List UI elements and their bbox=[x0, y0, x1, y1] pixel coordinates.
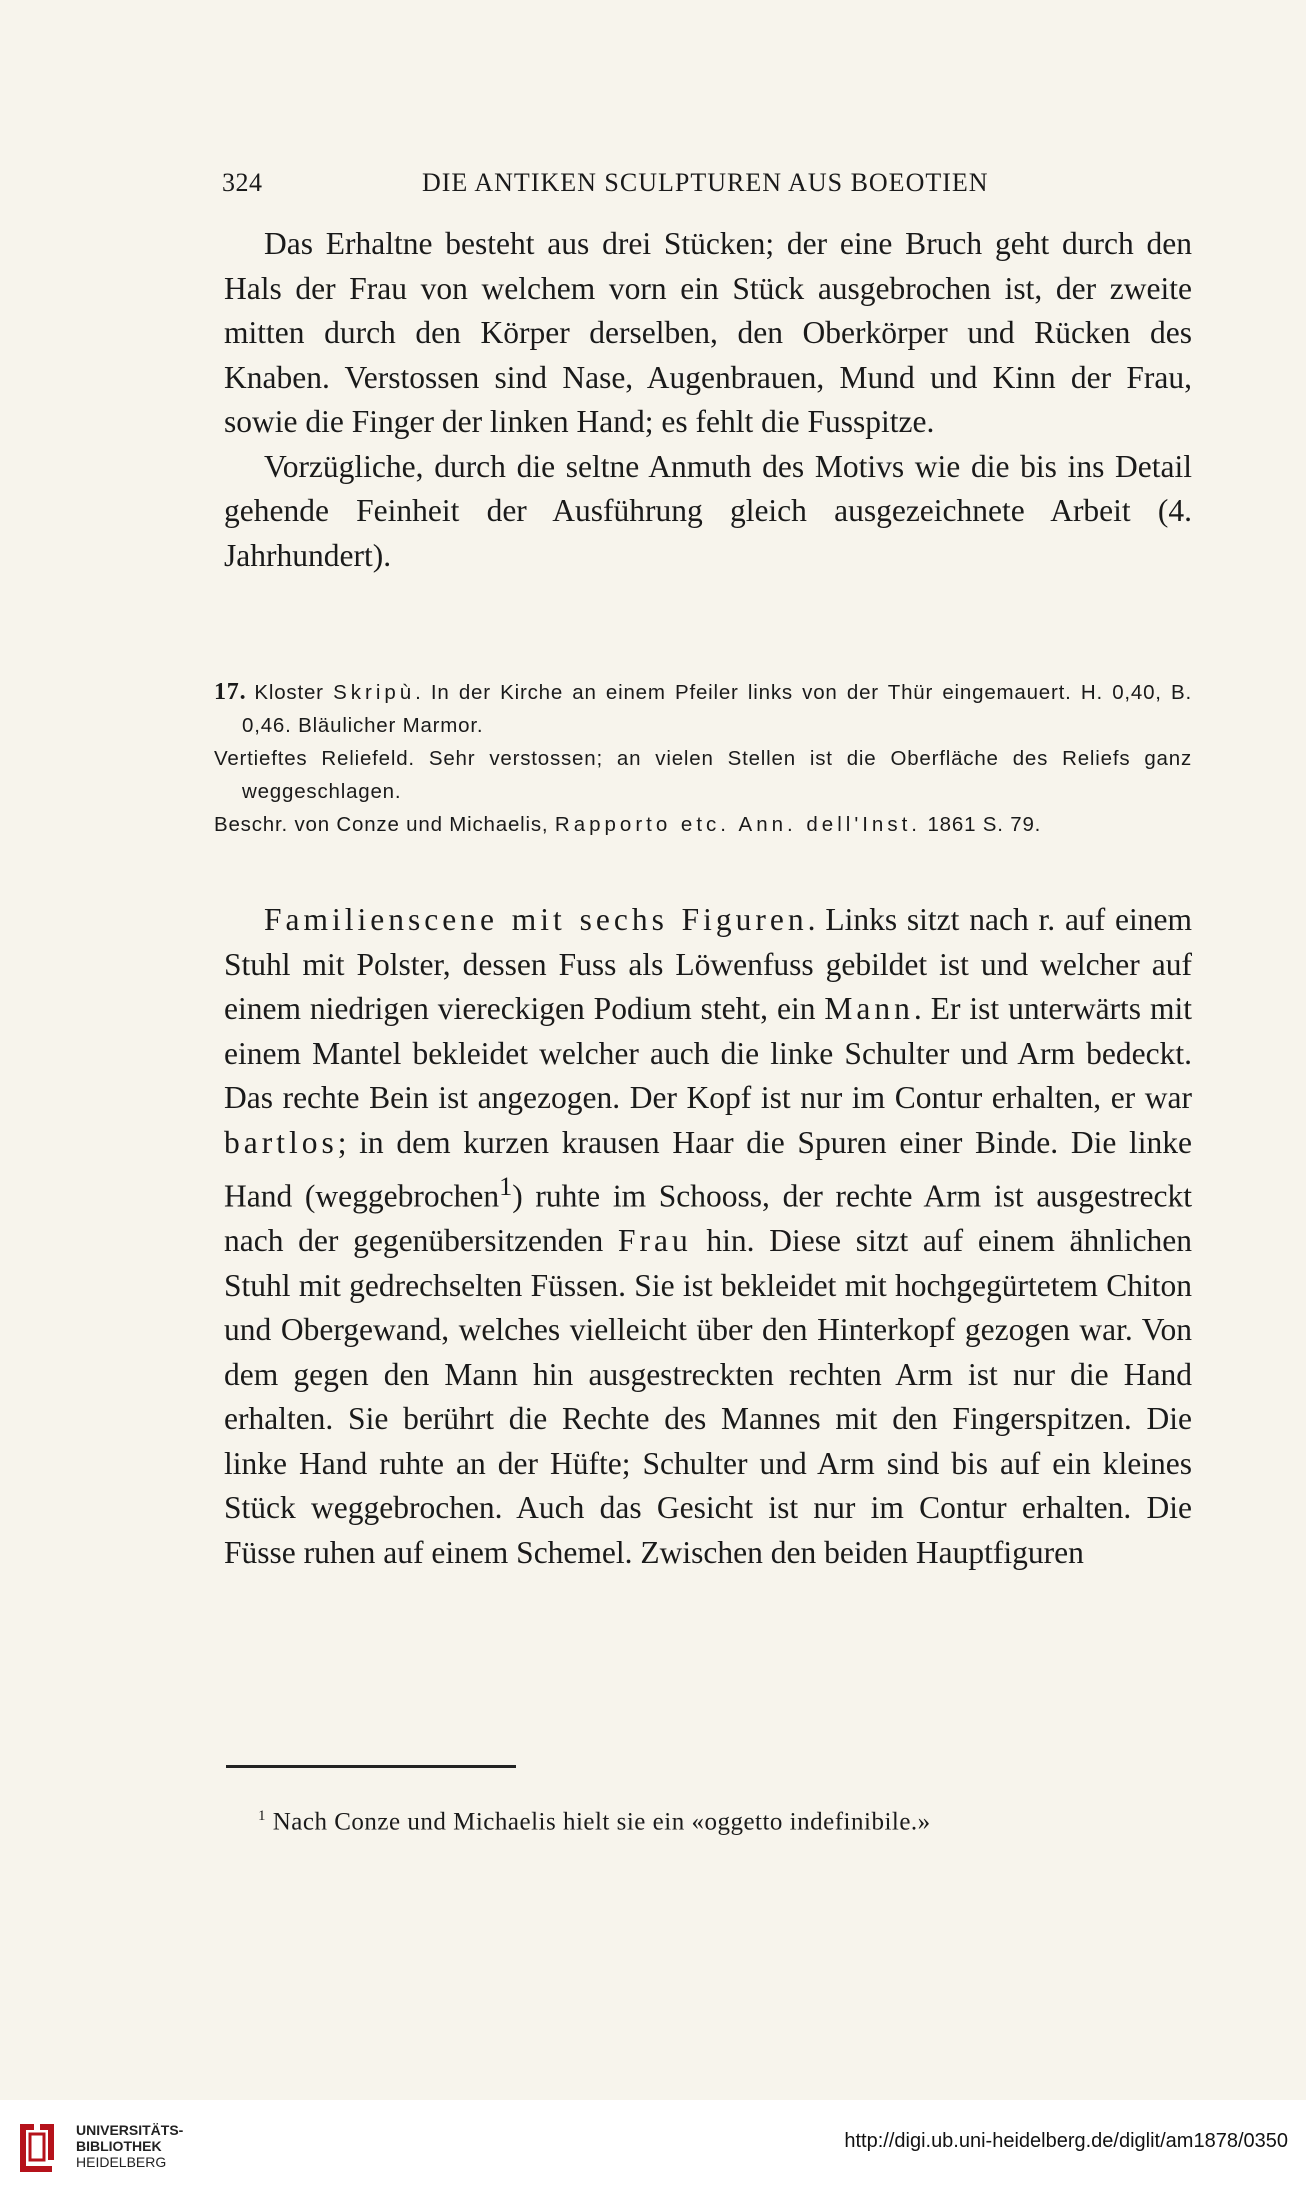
entry-number: 17. bbox=[214, 679, 247, 705]
paragraph: Das Erhaltne besteht aus drei Stücken; der eine Bruch geht durch den Hals der Frau von welchem vorn ein Stück ausgebrochen ist, der zweite mitten durch den Körper derselben, den Oberkörper und Rücken des Knaben. Verstossen sind Nase, Augenbrauen, Mund und Kinn der Frau, sowie die Finger der linken Hand; es fehlt die Fusspitze. bbox=[224, 226, 1192, 439]
library-logo-icon bbox=[12, 2118, 62, 2178]
running-title: DIE ANTIKEN SCULPTUREN AUS BOEOTIEN bbox=[422, 168, 989, 197]
footnote-divider bbox=[226, 1765, 516, 1768]
entry-bibliography: Beschr. von Conze und Michaelis, Rapporto etc. Ann. dell'Inst. 1861 S. 79. bbox=[214, 813, 1042, 836]
footnote-reference[interactable]: 1 bbox=[499, 1172, 513, 1201]
catalog-entry bbox=[214, 676, 1192, 841]
library-name: UNIVERSITÄTS- BIBLIOTHEK HEIDELBERG bbox=[76, 2122, 184, 2170]
source-url-link[interactable]: http://digi.ub.uni-heidelberg.de/diglit/am1878/0350 bbox=[844, 2130, 1288, 2152]
description-paragraph: Familienscene mit sechs Figuren. Links sitzt nach r. auf einem Stuhl mit Polster, dessen Fuss als Löwenfuss gebildet ist und welcher auf einem niedrigen viereckigen Podium steht, ein Mann. Er ist unterwärts mit einem Mantel bekleidet welcher auch die linke Schulter und Arm bedeckt. Das rechte Bein ist angezogen. Der Kopf ist nur im Contur erhalten, er war bartlos; in dem kurzen krausen Haar die Spuren einer Binde. Die linke Hand (weggebrochen$^1$) ruhte im Schooss, der rechte Arm ist ausgestreckt nach der gegenübersitzenden Frau hin. Diese sitzt auf einem ähnlichen Stuhl mit gedrechselten Füssen. Sie ist bekleidet mit hochgegürtetem Chiton und Obergewand, welches vielleicht über den Hinterkopf gezogen war. Von dem gegen den Mann hin ausgestreckten rechten Arm ist nur die Hand erhalten. Sie berührt die Rechte des Mannes mit den Fingerspitzen. Die linke Hand ruhte an der Hüfte; Schulter und Arm sind bis auf ein kleines Stück weggebrochen. Auch das Gesicht ist nur im Contur erhalten. Die Füsse ruhen auf einem Schemel. Zwischen den beiden Hauptfiguren bbox=[224, 902, 1193, 1570]
footnote-marker: 1 bbox=[258, 1808, 266, 1824]
entry-heading: 17. Kloster Skripù. In der Kirche an einem Pfeiler links von der Thür eingemauert. H. 0,40, B. 0,46. Bläulicher Marmor. bbox=[214, 679, 1192, 737]
paragraph: Vorzügliche, durch die seltne Anmuth des Motivs wie die bis ins Detail gehende Feinheit der Ausführung gleich ausgezeichnete Arbeit (4. Jahrhundert). bbox=[224, 448, 1192, 573]
footnote-text: Nach Conze und Michaelis hielt sie ein «oggetto indefinibile.» bbox=[272, 1808, 931, 1836]
site-name: Skripù bbox=[333, 681, 416, 704]
entry-condition: Vertieftes Reliefeld. Sehr verstossen; an vielen Stellen ist die Oberfläche des Reliefs ganz weggeschlagen. bbox=[214, 747, 1192, 803]
main-text-block bbox=[224, 898, 1192, 1575]
page-number: 324 bbox=[222, 168, 263, 197]
footnote bbox=[258, 1808, 931, 1836]
top-text-block bbox=[224, 222, 1192, 578]
